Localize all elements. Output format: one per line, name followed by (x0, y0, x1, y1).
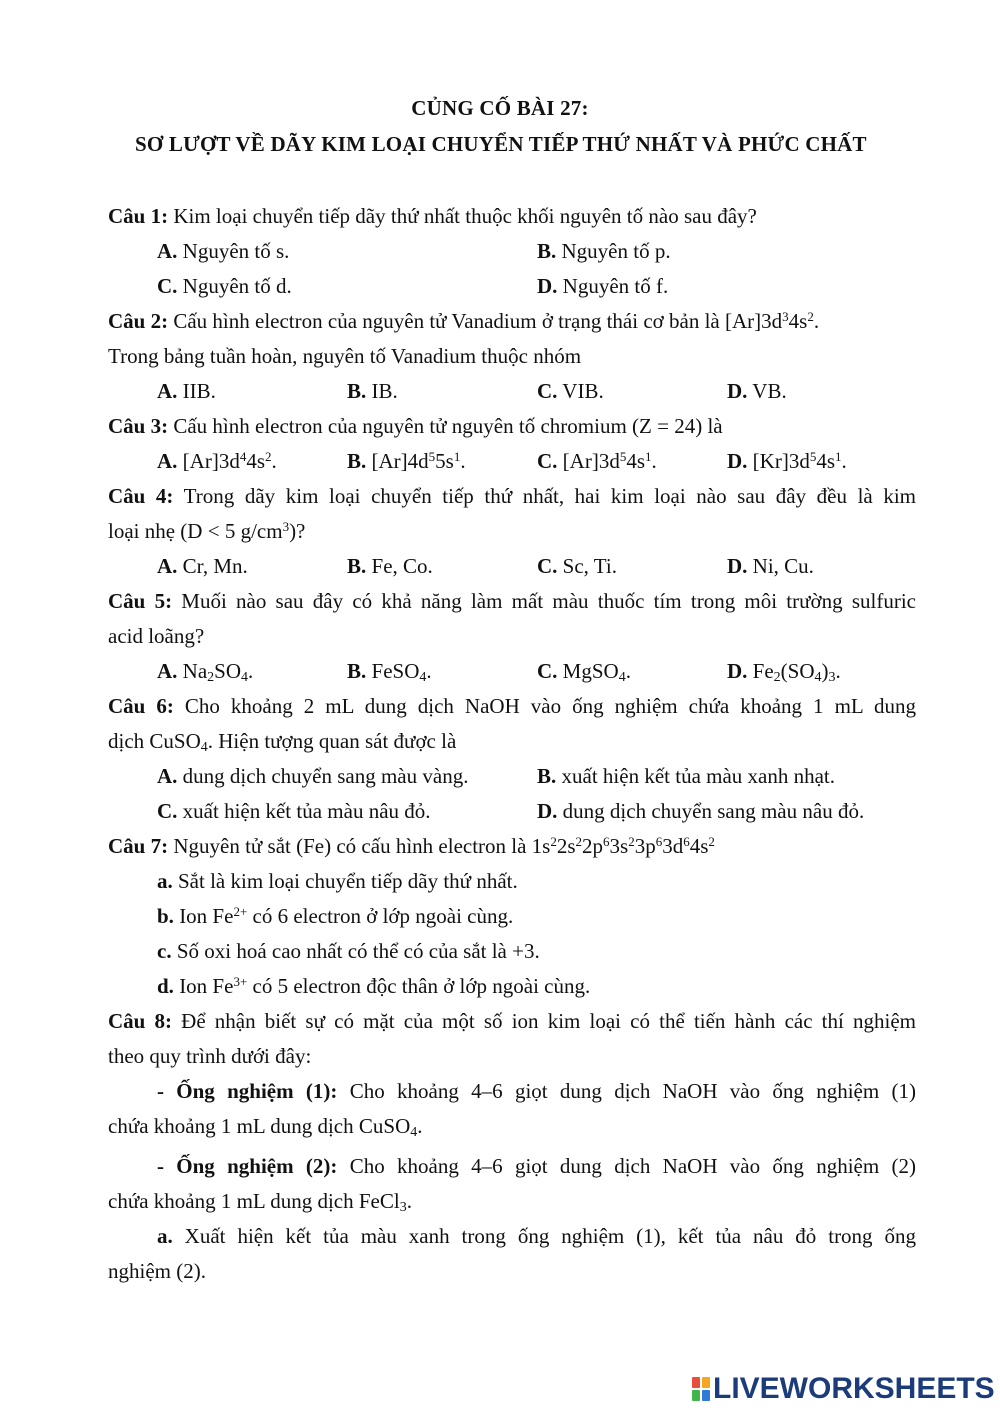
q8-test-tube-1-line-2: chứa khoảng 1 mL dung dịch CuSO$_4$. (108, 1114, 423, 1140)
q5-option-c: C. MgSO$_4$. (537, 659, 631, 685)
q3-option-c: C. $[Ar]3d^54s^1$. (537, 449, 657, 473)
q8-test-tube-2: - Ống nghiệm (2): Cho khoảng 4–6 giọt dung dịch NaOH vào ống nghiệm (2) (157, 1154, 916, 1178)
q7-statement-b: b. Ion $Fe^{2+}$ có 6 electron ở lớp ngoài cùng. (157, 904, 514, 928)
q3-option-a: A. $[Ar]3d^44s^2$. (157, 449, 277, 473)
q1-option-a: A. Nguyên tố s. (157, 239, 290, 263)
q5-option-d: D. $Fe_2(SO_4)_3$. (727, 659, 841, 685)
question-2-line-2: Trong bảng tuần hoàn, nguyên tố Vanadium thuộc nhóm (108, 344, 582, 368)
question-8: Câu 8: Để nhận biết sự có mặt của một số ion kim loại có thể tiến hành các thí nghiệm (108, 1009, 916, 1033)
question-label: Câu 1: (108, 204, 169, 228)
q2-option-d: D. VB. (727, 379, 787, 403)
question-6: Câu 6: Cho khoảng 2 mL dung dịch NaOH vào ống nghiệm chứa khoảng 1 mL dung (108, 694, 916, 718)
question-4-line-2: loại nhẹ (D < 5 $g/cm^3$)? (108, 519, 306, 543)
q6-option-d: D. dung dịch chuyển sang màu nâu đỏ. (537, 799, 865, 823)
question-6-line-2: dịch CuSO$_4$. Hiện tượng quan sát được là (108, 729, 457, 755)
q6-option-c: C. xuất hiện kết tủa màu nâu đỏ. (157, 799, 431, 823)
q4-option-a: A. Cr, Mn. (157, 554, 248, 578)
q5-option-a: A. $Na_2SO_4$. (157, 659, 254, 685)
q1-option-c: C. Nguyên tố d. (157, 274, 292, 298)
q6-option-a: A. dung dịch chuyển sang màu vàng. (157, 764, 469, 788)
q5-option-b: B. FeSO$_4$. (347, 659, 432, 685)
q7-statement-c: c. Số oxi hoá cao nhất có thể có của sắt là +3. (157, 939, 540, 963)
q2-option-a: A. IIB. (157, 379, 216, 403)
q1-option-b: B. Nguyên tố p. (537, 239, 671, 263)
q4-option-c: C. Sc, Ti. (537, 554, 617, 578)
q6-option-b: B. xuất hiện kết tủa màu xanh nhạt. (537, 764, 836, 788)
q7-statement-d: d. Ion $Fe^{3+}$ có 5 electron độc thân ở lớp ngoài cùng. (157, 974, 591, 998)
title-line-2: SƠ LƯỢT VỀ DÃY KIM LOẠI CHUYỂN TIẾP THỨ NHẤT VÀ PHỨC CHẤT (135, 132, 867, 156)
q3-option-b: B. $[Ar]4d^55s^1$. (347, 449, 466, 473)
q8-test-tube-1: - Ống nghiệm (1): Cho khoảng 4–6 giọt dung dịch NaOH vào ống nghiệm (1) (157, 1079, 916, 1103)
question-3: Câu 3: Cấu hình electron của nguyên tử nguyên tố chromium (Z = 24) là (108, 414, 723, 438)
question-5-line-2: acid loãng? (108, 624, 205, 648)
question-8-line-2: theo quy trình dưới đây: (108, 1044, 312, 1068)
liveworksheets-logo-text: LIVEWORKSHEETS (713, 1372, 995, 1405)
q2-option-c: C. VIB. (537, 379, 604, 403)
title-line-1: CỦNG CỐ BÀI 27: (411, 96, 589, 120)
q1-option-d: D. Nguyên tố f. (537, 274, 669, 298)
liveworksheets-logo (692, 1372, 995, 1406)
question-7: Câu 7: Nguyên tử sắt (Fe) có cấu hình electron là $1s^22s^22p^63s^23p^63d^64s^2$ (108, 834, 715, 858)
q2-option-b: B. IB. (347, 379, 398, 403)
question-1: Câu 1: Kim loại chuyển tiếp dãy thứ nhất thuộc khối nguyên tố nào sau đây? (108, 204, 757, 228)
q7-statement-a: a. Sắt là kim loại chuyển tiếp dãy thứ nhất. (157, 869, 518, 893)
q4-option-d: D. Ni, Cu. (727, 554, 814, 578)
liveworksheets-logo-icon (692, 1375, 710, 1403)
question-4: Câu 4: Trong dãy kim loại chuyển tiếp thứ nhất, hai kim loại nào sau đây đều là kim (108, 484, 917, 508)
q4-option-b: B. Fe, Co. (347, 554, 433, 578)
q8-statement-a: a. Xuất hiện kết tủa màu xanh trong ống nghiệm (1), kết tủa nâu đỏ trong ống (157, 1224, 916, 1248)
q3-option-d: D. $[Kr]3d^54s^1$. (727, 449, 847, 473)
q8-test-tube-2-line-2: chứa khoảng 1 mL dung dịch FeCl$_3$. (108, 1189, 412, 1215)
question-2: Câu 2: Cấu hình electron của nguyên tử Vanadium ở trạng thái cơ bản là $[Ar]3d^34s^2$. (108, 309, 820, 333)
q8-statement-a-line-2: nghiệm (2). (108, 1259, 206, 1283)
question-5: Câu 5: Muối nào sau đây có khả năng làm mất màu thuốc tím trong môi trường sulfuric (108, 589, 916, 613)
